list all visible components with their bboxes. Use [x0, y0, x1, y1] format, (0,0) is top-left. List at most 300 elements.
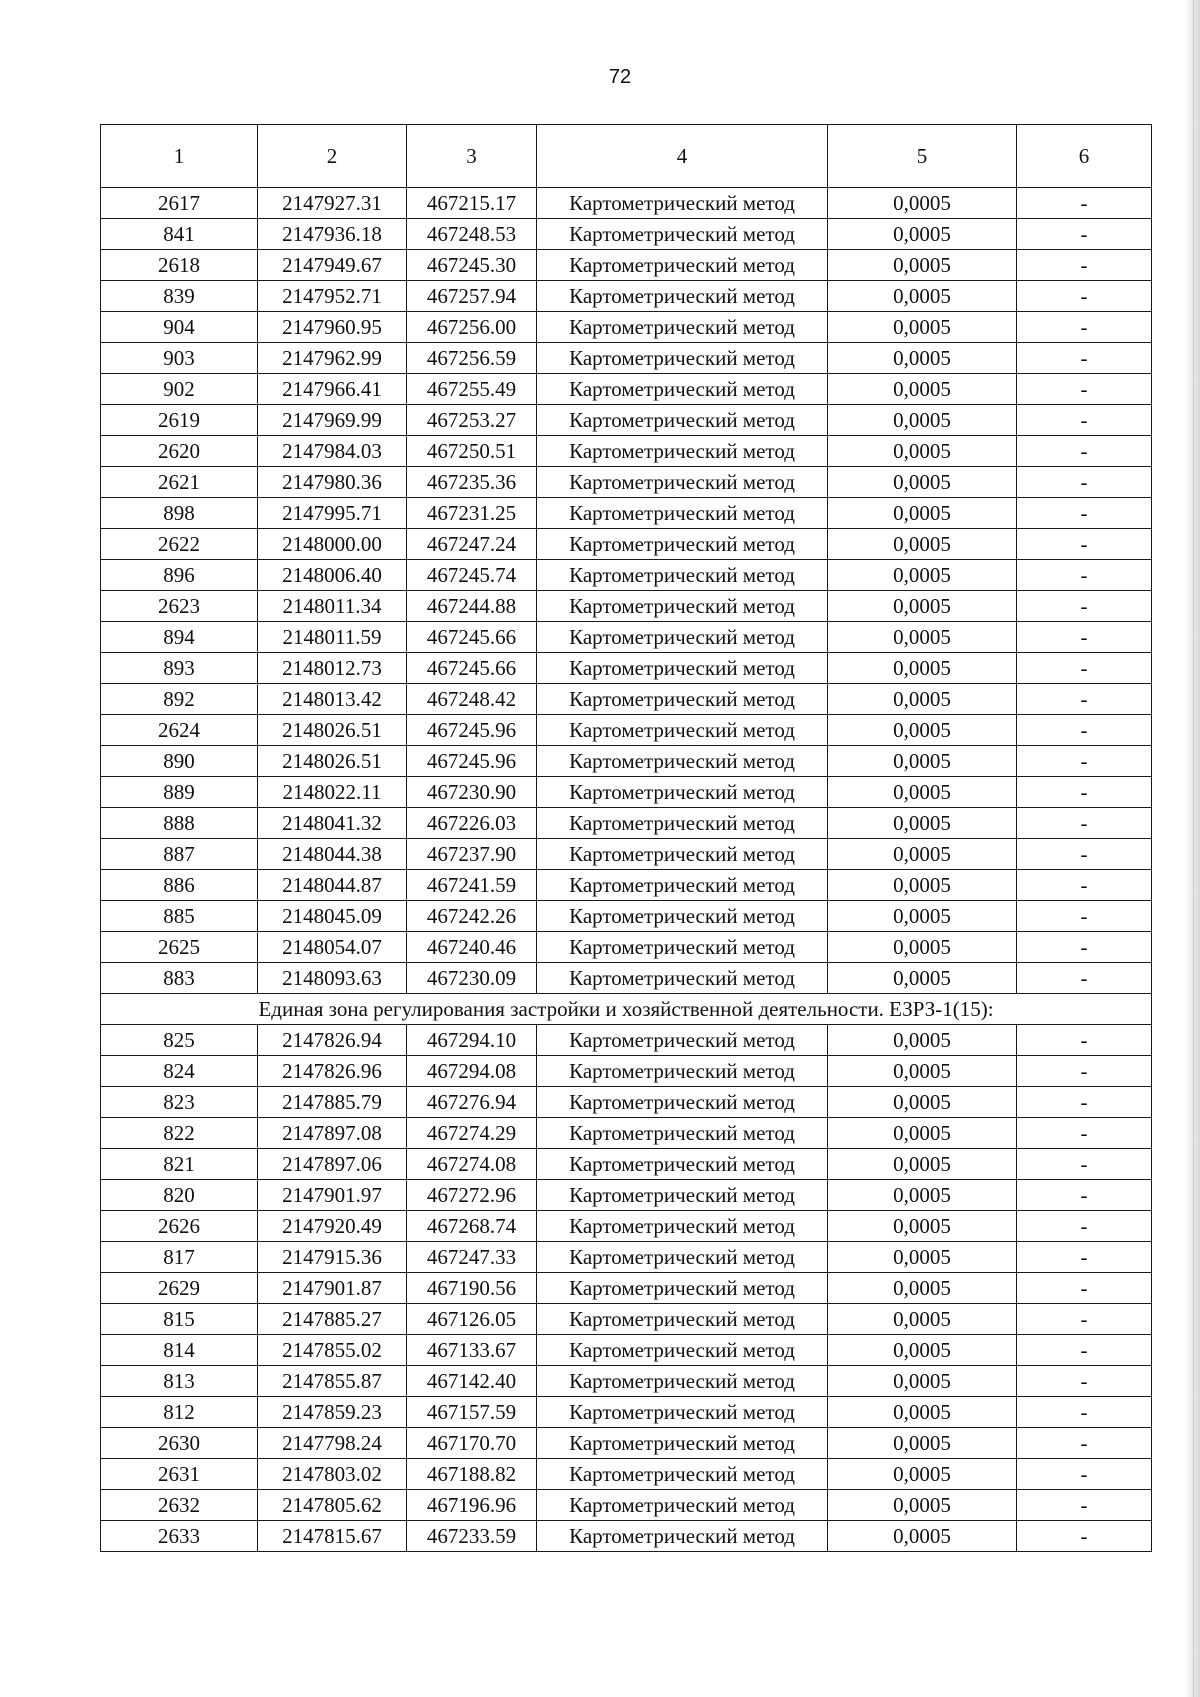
y-coordinate-cell: 467268.74: [407, 1211, 537, 1242]
accuracy-cell: 0,0005: [828, 250, 1017, 281]
accuracy-cell: 0,0005: [828, 405, 1017, 436]
note-cell: -: [1017, 560, 1152, 591]
method-cell: Картометрический метод: [537, 591, 828, 622]
point-number-cell: 904: [101, 312, 258, 343]
note-cell: -: [1017, 808, 1152, 839]
table-row: [101, 746, 1152, 777]
note-cell: -: [1017, 1335, 1152, 1366]
method-cell: Картометрический метод: [537, 932, 828, 963]
accuracy-cell: 0,0005: [828, 436, 1017, 467]
table-row: [101, 312, 1152, 343]
accuracy-cell: 0,0005: [828, 1118, 1017, 1149]
method-cell: Картометрический метод: [537, 1056, 828, 1087]
method-cell: Картометрический метод: [537, 188, 828, 219]
y-coordinate-cell: 467247.33: [407, 1242, 537, 1273]
x-coordinate-cell: 2147901.87: [258, 1273, 407, 1304]
table-row: [101, 436, 1152, 467]
y-coordinate-cell: 467245.66: [407, 653, 537, 684]
accuracy-cell: 0,0005: [828, 1149, 1017, 1180]
x-coordinate-cell: 2147969.99: [258, 405, 407, 436]
x-coordinate-cell: 2147901.97: [258, 1180, 407, 1211]
y-coordinate-cell: 467257.94: [407, 281, 537, 312]
table-row: [101, 1397, 1152, 1428]
method-cell: Картометрический метод: [537, 1087, 828, 1118]
point-number-cell: 841: [101, 219, 258, 250]
x-coordinate-cell: 2147962.99: [258, 343, 407, 374]
accuracy-cell: 0,0005: [828, 343, 1017, 374]
x-coordinate-cell: 2148044.38: [258, 839, 407, 870]
x-coordinate-cell: 2147920.49: [258, 1211, 407, 1242]
point-number-cell: 817: [101, 1242, 258, 1273]
point-number-cell: 820: [101, 1180, 258, 1211]
point-number-cell: 2625: [101, 932, 258, 963]
point-number-cell: 2623: [101, 591, 258, 622]
table-row: [101, 188, 1152, 219]
y-coordinate-cell: 467274.08: [407, 1149, 537, 1180]
note-cell: -: [1017, 1304, 1152, 1335]
note-cell: -: [1017, 591, 1152, 622]
y-coordinate-cell: 467237.90: [407, 839, 537, 870]
point-number-cell: 813: [101, 1366, 258, 1397]
section-row: [101, 994, 1152, 1025]
accuracy-cell: 0,0005: [828, 1459, 1017, 1490]
point-number-cell: 898: [101, 498, 258, 529]
note-cell: -: [1017, 529, 1152, 560]
accuracy-cell: 0,0005: [828, 1087, 1017, 1118]
method-cell: Картометрический метод: [537, 1366, 828, 1397]
x-coordinate-cell: 2147960.95: [258, 312, 407, 343]
y-coordinate-cell: 467230.90: [407, 777, 537, 808]
y-coordinate-cell: 467244.88: [407, 591, 537, 622]
accuracy-cell: 0,0005: [828, 219, 1017, 250]
table-row: [101, 715, 1152, 746]
y-coordinate-cell: 467276.94: [407, 1087, 537, 1118]
point-number-cell: 2631: [101, 1459, 258, 1490]
y-coordinate-cell: 467245.96: [407, 746, 537, 777]
column-header: 6: [1017, 125, 1152, 188]
method-cell: Картометрический метод: [537, 1304, 828, 1335]
y-coordinate-cell: 467245.96: [407, 715, 537, 746]
accuracy-cell: 0,0005: [828, 281, 1017, 312]
method-cell: Картометрический метод: [537, 1025, 828, 1056]
table-row: [101, 1521, 1152, 1552]
method-cell: Картометрический метод: [537, 312, 828, 343]
table-body: [101, 188, 1152, 1552]
x-coordinate-cell: 2147805.62: [258, 1490, 407, 1521]
point-number-cell: 824: [101, 1056, 258, 1087]
table-row: [101, 653, 1152, 684]
accuracy-cell: 0,0005: [828, 1366, 1017, 1397]
point-number-cell: 894: [101, 622, 258, 653]
point-number-cell: 812: [101, 1397, 258, 1428]
method-cell: Картометрический метод: [537, 436, 828, 467]
accuracy-cell: 0,0005: [828, 560, 1017, 591]
y-coordinate-cell: 467142.40: [407, 1366, 537, 1397]
method-cell: Картометрический метод: [537, 405, 828, 436]
y-coordinate-cell: 467190.56: [407, 1273, 537, 1304]
method-cell: Картометрический метод: [537, 901, 828, 932]
y-coordinate-cell: 467272.96: [407, 1180, 537, 1211]
note-cell: -: [1017, 777, 1152, 808]
table-row: [101, 343, 1152, 374]
x-coordinate-cell: 2148012.73: [258, 653, 407, 684]
table-row: [101, 1087, 1152, 1118]
table-row: [101, 498, 1152, 529]
method-cell: Картометрический метод: [537, 715, 828, 746]
table-row: [101, 1490, 1152, 1521]
method-cell: Картометрический метод: [537, 746, 828, 777]
accuracy-cell: 0,0005: [828, 374, 1017, 405]
note-cell: -: [1017, 715, 1152, 746]
method-cell: Картометрический метод: [537, 1397, 828, 1428]
point-number-cell: 815: [101, 1304, 258, 1335]
table-row: [101, 1025, 1152, 1056]
note-cell: -: [1017, 870, 1152, 901]
method-cell: Картометрический метод: [537, 1459, 828, 1490]
x-coordinate-cell: 2148044.87: [258, 870, 407, 901]
table-row: [101, 560, 1152, 591]
y-coordinate-cell: 467294.10: [407, 1025, 537, 1056]
table-row: [101, 219, 1152, 250]
method-cell: Картометрический метод: [537, 498, 828, 529]
method-cell: Картометрический метод: [537, 1490, 828, 1521]
y-coordinate-cell: 467248.42: [407, 684, 537, 715]
table-row: [101, 1428, 1152, 1459]
table-row: [101, 932, 1152, 963]
method-cell: Картометрический метод: [537, 1242, 828, 1273]
y-coordinate-cell: 467248.53: [407, 219, 537, 250]
accuracy-cell: 0,0005: [828, 1335, 1017, 1366]
accuracy-cell: 0,0005: [828, 870, 1017, 901]
method-cell: Картометрический метод: [537, 250, 828, 281]
section-title: Единая зона регулирования застройки и хозяйственной деятельности. ЕЗРЗ-1(15):: [101, 994, 1152, 1025]
y-coordinate-cell: 467253.27: [407, 405, 537, 436]
header-row: [101, 125, 1152, 188]
note-cell: -: [1017, 1118, 1152, 1149]
point-number-cell: 825: [101, 1025, 258, 1056]
accuracy-cell: 0,0005: [828, 901, 1017, 932]
method-cell: Картометрический метод: [537, 529, 828, 560]
coordinates-table: [100, 124, 1152, 1552]
accuracy-cell: 0,0005: [828, 808, 1017, 839]
table-row: [101, 963, 1152, 994]
accuracy-cell: 0,0005: [828, 1242, 1017, 1273]
accuracy-cell: 0,0005: [828, 622, 1017, 653]
y-coordinate-cell: 467256.59: [407, 343, 537, 374]
note-cell: -: [1017, 436, 1152, 467]
accuracy-cell: 0,0005: [828, 1490, 1017, 1521]
x-coordinate-cell: 2147936.18: [258, 219, 407, 250]
x-coordinate-cell: 2148054.07: [258, 932, 407, 963]
table-row: [101, 777, 1152, 808]
y-coordinate-cell: 467233.59: [407, 1521, 537, 1552]
method-cell: Картометрический метод: [537, 653, 828, 684]
note-cell: -: [1017, 684, 1152, 715]
note-cell: -: [1017, 1056, 1152, 1087]
note-cell: -: [1017, 250, 1152, 281]
x-coordinate-cell: 2147927.31: [258, 188, 407, 219]
scan-edge: [1184, 0, 1200, 1697]
method-cell: Картометрический метод: [537, 1180, 828, 1211]
point-number-cell: 2633: [101, 1521, 258, 1552]
column-header: 3: [407, 125, 537, 188]
method-cell: Картометрический метод: [537, 374, 828, 405]
table-row: [101, 1118, 1152, 1149]
note-cell: -: [1017, 374, 1152, 405]
x-coordinate-cell: 2147826.96: [258, 1056, 407, 1087]
accuracy-cell: 0,0005: [828, 1025, 1017, 1056]
y-coordinate-cell: 467215.17: [407, 188, 537, 219]
note-cell: -: [1017, 343, 1152, 374]
note-cell: -: [1017, 1211, 1152, 1242]
table-row: [101, 467, 1152, 498]
accuracy-cell: 0,0005: [828, 715, 1017, 746]
point-number-cell: 2632: [101, 1490, 258, 1521]
accuracy-cell: 0,0005: [828, 591, 1017, 622]
table-row: [101, 591, 1152, 622]
accuracy-cell: 0,0005: [828, 746, 1017, 777]
method-cell: Картометрический метод: [537, 839, 828, 870]
method-cell: Картометрический метод: [537, 1521, 828, 1552]
y-coordinate-cell: 467230.09: [407, 963, 537, 994]
note-cell: -: [1017, 1521, 1152, 1552]
table-row: [101, 529, 1152, 560]
point-number-cell: 2626: [101, 1211, 258, 1242]
method-cell: Картометрический метод: [537, 467, 828, 498]
y-coordinate-cell: 467242.26: [407, 901, 537, 932]
y-coordinate-cell: 467294.08: [407, 1056, 537, 1087]
table-row: [101, 1273, 1152, 1304]
y-coordinate-cell: 467255.49: [407, 374, 537, 405]
table-row: [101, 374, 1152, 405]
point-number-cell: 839: [101, 281, 258, 312]
x-coordinate-cell: 2148022.11: [258, 777, 407, 808]
point-number-cell: 883: [101, 963, 258, 994]
y-coordinate-cell: 467241.59: [407, 870, 537, 901]
x-coordinate-cell: 2148026.51: [258, 746, 407, 777]
note-cell: -: [1017, 1428, 1152, 1459]
page-number: 72: [608, 66, 632, 88]
accuracy-cell: 0,0005: [828, 684, 1017, 715]
point-number-cell: 822: [101, 1118, 258, 1149]
table-row: [101, 1056, 1152, 1087]
accuracy-cell: 0,0005: [828, 1397, 1017, 1428]
accuracy-cell: 0,0005: [828, 932, 1017, 963]
note-cell: -: [1017, 312, 1152, 343]
method-cell: Картометрический метод: [537, 219, 828, 250]
accuracy-cell: 0,0005: [828, 1428, 1017, 1459]
y-coordinate-cell: 467274.29: [407, 1118, 537, 1149]
note-cell: -: [1017, 188, 1152, 219]
point-number-cell: 2617: [101, 188, 258, 219]
point-number-cell: 885: [101, 901, 258, 932]
x-coordinate-cell: 2147995.71: [258, 498, 407, 529]
point-number-cell: 896: [101, 560, 258, 591]
y-coordinate-cell: 467245.74: [407, 560, 537, 591]
column-header: 1: [101, 125, 258, 188]
table-row: [101, 684, 1152, 715]
y-coordinate-cell: 467250.51: [407, 436, 537, 467]
point-number-cell: 2630: [101, 1428, 258, 1459]
x-coordinate-cell: 2147826.94: [258, 1025, 407, 1056]
point-number-cell: 814: [101, 1335, 258, 1366]
accuracy-cell: 0,0005: [828, 963, 1017, 994]
accuracy-cell: 0,0005: [828, 498, 1017, 529]
point-number-cell: 893: [101, 653, 258, 684]
x-coordinate-cell: 2148026.51: [258, 715, 407, 746]
x-coordinate-cell: 2147803.02: [258, 1459, 407, 1490]
note-cell: -: [1017, 467, 1152, 498]
table-row: [101, 1366, 1152, 1397]
table-row: [101, 870, 1152, 901]
method-cell: Картометрический метод: [537, 684, 828, 715]
x-coordinate-cell: 2148013.42: [258, 684, 407, 715]
point-number-cell: 888: [101, 808, 258, 839]
x-coordinate-cell: 2147798.24: [258, 1428, 407, 1459]
x-coordinate-cell: 2147952.71: [258, 281, 407, 312]
x-coordinate-cell: 2147815.67: [258, 1521, 407, 1552]
note-cell: -: [1017, 1087, 1152, 1118]
x-coordinate-cell: 2147915.36: [258, 1242, 407, 1273]
point-number-cell: 903: [101, 343, 258, 374]
note-cell: -: [1017, 746, 1152, 777]
note-cell: -: [1017, 405, 1152, 436]
note-cell: -: [1017, 1149, 1152, 1180]
y-coordinate-cell: 467240.46: [407, 932, 537, 963]
point-number-cell: 821: [101, 1149, 258, 1180]
method-cell: Картометрический метод: [537, 622, 828, 653]
method-cell: Картометрический метод: [537, 1273, 828, 1304]
y-coordinate-cell: 467133.67: [407, 1335, 537, 1366]
note-cell: -: [1017, 1366, 1152, 1397]
note-cell: -: [1017, 839, 1152, 870]
accuracy-cell: 0,0005: [828, 1304, 1017, 1335]
method-cell: Картометрический метод: [537, 870, 828, 901]
point-number-cell: 892: [101, 684, 258, 715]
y-coordinate-cell: 467188.82: [407, 1459, 537, 1490]
method-cell: Картометрический метод: [537, 1428, 828, 1459]
y-coordinate-cell: 467170.70: [407, 1428, 537, 1459]
column-header: 5: [828, 125, 1017, 188]
x-coordinate-cell: 2147859.23: [258, 1397, 407, 1428]
note-cell: -: [1017, 1397, 1152, 1428]
x-coordinate-cell: 2147885.27: [258, 1304, 407, 1335]
table-row: [101, 808, 1152, 839]
x-coordinate-cell: 2147885.79: [258, 1087, 407, 1118]
accuracy-cell: 0,0005: [828, 467, 1017, 498]
x-coordinate-cell: 2147855.02: [258, 1335, 407, 1366]
accuracy-cell: 0,0005: [828, 777, 1017, 808]
accuracy-cell: 0,0005: [828, 1273, 1017, 1304]
accuracy-cell: 0,0005: [828, 653, 1017, 684]
point-number-cell: 823: [101, 1087, 258, 1118]
table-row: [101, 901, 1152, 932]
table-header: [101, 125, 1152, 188]
point-number-cell: 2624: [101, 715, 258, 746]
note-cell: -: [1017, 901, 1152, 932]
x-coordinate-cell: 2147897.06: [258, 1149, 407, 1180]
y-coordinate-cell: 467157.59: [407, 1397, 537, 1428]
table-row: [101, 1211, 1152, 1242]
accuracy-cell: 0,0005: [828, 1180, 1017, 1211]
point-number-cell: 2622: [101, 529, 258, 560]
point-number-cell: 886: [101, 870, 258, 901]
column-header: 2: [258, 125, 407, 188]
x-coordinate-cell: 2147949.67: [258, 250, 407, 281]
table-row: [101, 250, 1152, 281]
note-cell: -: [1017, 653, 1152, 684]
note-cell: -: [1017, 1180, 1152, 1211]
y-coordinate-cell: 467126.05: [407, 1304, 537, 1335]
x-coordinate-cell: 2148006.40: [258, 560, 407, 591]
accuracy-cell: 0,0005: [828, 839, 1017, 870]
x-coordinate-cell: 2147980.36: [258, 467, 407, 498]
x-coordinate-cell: 2148093.63: [258, 963, 407, 994]
y-coordinate-cell: 467196.96: [407, 1490, 537, 1521]
note-cell: -: [1017, 1490, 1152, 1521]
table-row: [101, 405, 1152, 436]
table-row: [101, 1304, 1152, 1335]
method-cell: Картометрический метод: [537, 1211, 828, 1242]
point-number-cell: 2618: [101, 250, 258, 281]
point-number-cell: 2629: [101, 1273, 258, 1304]
x-coordinate-cell: 2147897.08: [258, 1118, 407, 1149]
note-cell: -: [1017, 622, 1152, 653]
method-cell: Картометрический метод: [537, 777, 828, 808]
y-coordinate-cell: 467231.25: [407, 498, 537, 529]
table-row: [101, 1180, 1152, 1211]
point-number-cell: 889: [101, 777, 258, 808]
table-row: [101, 622, 1152, 653]
note-cell: -: [1017, 219, 1152, 250]
y-coordinate-cell: 467235.36: [407, 467, 537, 498]
table-row: [101, 1242, 1152, 1273]
x-coordinate-cell: 2147966.41: [258, 374, 407, 405]
table-row: [101, 1459, 1152, 1490]
accuracy-cell: 0,0005: [828, 1211, 1017, 1242]
point-number-cell: 887: [101, 839, 258, 870]
x-coordinate-cell: 2148011.34: [258, 591, 407, 622]
y-coordinate-cell: 467226.03: [407, 808, 537, 839]
note-cell: -: [1017, 1025, 1152, 1056]
method-cell: Картометрический метод: [537, 1335, 828, 1366]
table-row: [101, 281, 1152, 312]
point-number-cell: 2619: [101, 405, 258, 436]
method-cell: Картометрический метод: [537, 1118, 828, 1149]
y-coordinate-cell: 467245.66: [407, 622, 537, 653]
x-coordinate-cell: 2148041.32: [258, 808, 407, 839]
x-coordinate-cell: 2147984.03: [258, 436, 407, 467]
note-cell: -: [1017, 1273, 1152, 1304]
x-coordinate-cell: 2148045.09: [258, 901, 407, 932]
point-number-cell: 890: [101, 746, 258, 777]
note-cell: -: [1017, 963, 1152, 994]
x-coordinate-cell: 2148000.00: [258, 529, 407, 560]
y-coordinate-cell: 467245.30: [407, 250, 537, 281]
table-row: [101, 839, 1152, 870]
point-number-cell: 2621: [101, 467, 258, 498]
note-cell: -: [1017, 281, 1152, 312]
x-coordinate-cell: 2147855.87: [258, 1366, 407, 1397]
y-coordinate-cell: 467247.24: [407, 529, 537, 560]
method-cell: Картометрический метод: [537, 1149, 828, 1180]
method-cell: Картометрический метод: [537, 560, 828, 591]
x-coordinate-cell: 2148011.59: [258, 622, 407, 653]
accuracy-cell: 0,0005: [828, 1056, 1017, 1087]
table-row: [101, 1335, 1152, 1366]
method-cell: Картометрический метод: [537, 808, 828, 839]
method-cell: Картометрический метод: [537, 963, 828, 994]
